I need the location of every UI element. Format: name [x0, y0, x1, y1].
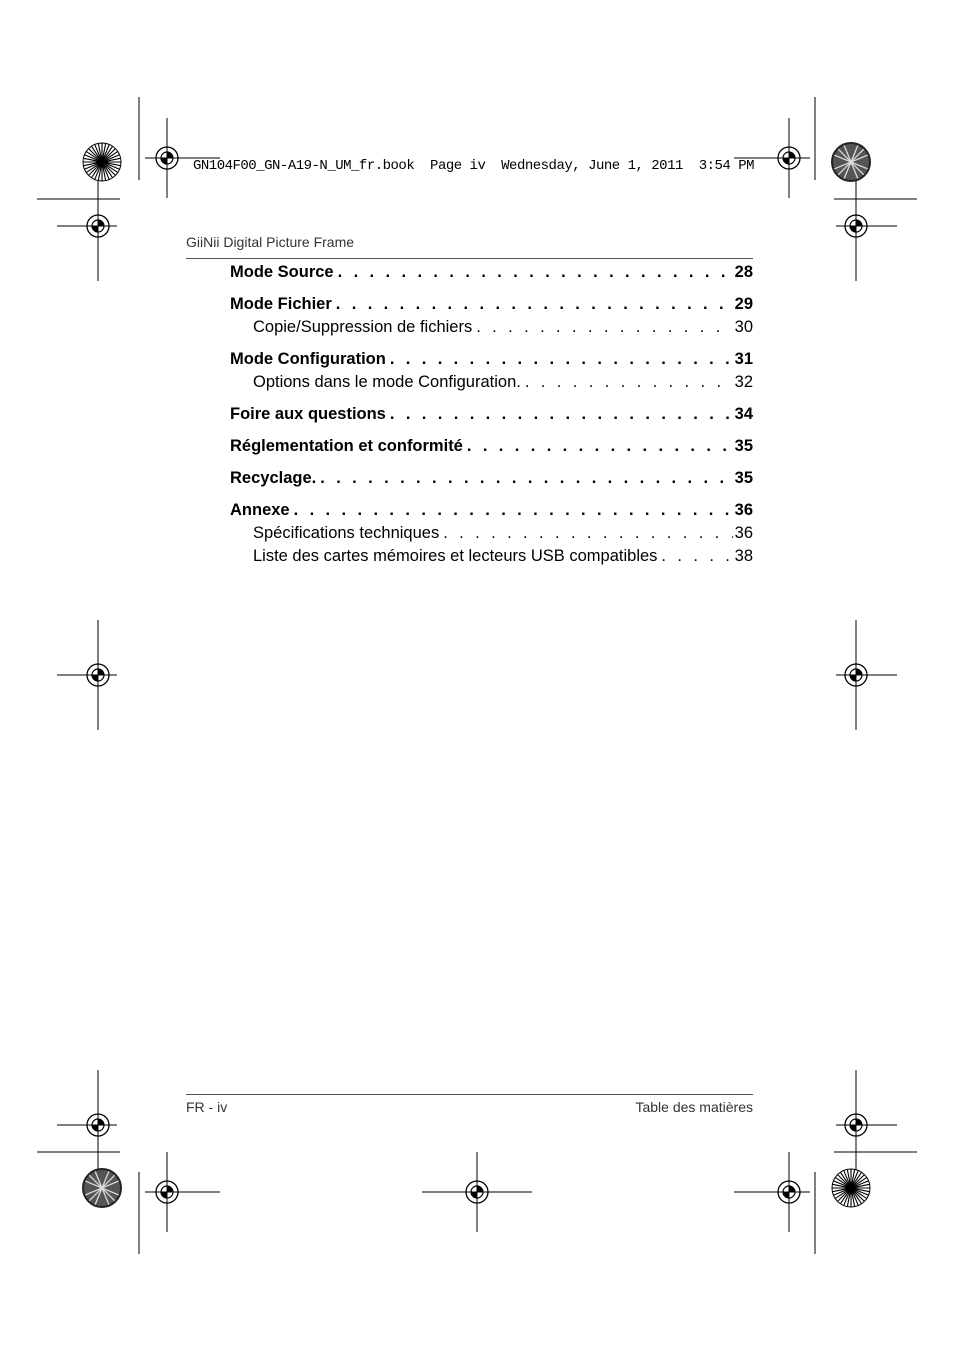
toc-dot-leader — [336, 295, 733, 314]
toc-entry[interactable] — [230, 547, 753, 570]
toc-entry-page: 31 — [734, 350, 753, 368]
toc-dot-leader — [467, 437, 733, 456]
toc-entry[interactable] — [230, 501, 753, 524]
toc-entry[interactable] — [230, 373, 753, 396]
toc-entry-page: 29 — [734, 295, 753, 313]
toc-dot-leader — [320, 469, 732, 488]
toc-dot-leader — [338, 263, 733, 282]
toc-dot-leader — [390, 405, 733, 424]
toc-entry-title: Spécifications techniques — [253, 524, 440, 542]
toc-entry-title: Mode Source — [230, 263, 334, 281]
toc-entry-title: Recyclage. — [230, 469, 317, 487]
toc-entry-page: 34 — [734, 405, 753, 423]
running-header: GiiNii Digital Picture Frame — [186, 234, 355, 250]
toc-entry[interactable] — [230, 524, 753, 547]
toc-entry-page: 35 — [734, 469, 753, 487]
toc-dot-leader — [443, 524, 732, 543]
toc-entry-page: 32 — [734, 373, 753, 391]
toc-entry-title: Options dans le mode Configuration. — [253, 373, 521, 391]
toc-entry-title: Mode Fichier — [230, 295, 332, 313]
toc-entry-page: 36 — [734, 501, 753, 519]
toc-entry-title: Copie/Suppression de fichiers — [253, 318, 473, 336]
toc-dot-leader — [390, 350, 733, 369]
toc-entry-title: Annexe — [230, 501, 290, 519]
toc-dot-leader — [525, 373, 733, 392]
toc-entry[interactable] — [230, 350, 753, 373]
print-slug: GN104F00_GN-A19-N_UM_fr.book Page iv Wednesday, June 1, 2011 3:54 PM — [193, 158, 754, 174]
toc-dot-leader — [476, 318, 732, 337]
toc-entry-page: 38 — [734, 547, 753, 565]
toc-entry-page: 36 — [734, 524, 753, 542]
toc-entry-title: Réglementation et conformité — [230, 437, 463, 455]
toc-entry-title: Mode Configuration — [230, 350, 386, 368]
toc-entry-title: Foire aux questions — [230, 405, 386, 423]
toc-entry[interactable] — [230, 405, 753, 428]
toc-entry[interactable] — [230, 437, 753, 460]
toc-entry[interactable] — [230, 295, 753, 318]
toc-entry[interactable] — [230, 318, 753, 341]
table-of-contents — [230, 263, 753, 570]
toc-entry-page: 30 — [734, 318, 753, 336]
toc-dot-leader — [661, 547, 732, 566]
footer-page-label: FR - iv — [186, 1099, 228, 1115]
toc-entry[interactable] — [230, 263, 753, 286]
toc-entry-page: 28 — [734, 263, 753, 281]
footer-rule — [186, 1094, 753, 1095]
toc-entry-page: 35 — [734, 437, 753, 455]
toc-entry-title: Liste des cartes mémoires et lecteurs USB compatibles — [253, 547, 658, 565]
footer-section-title: Table des matières — [635, 1099, 753, 1115]
toc-dot-leader — [294, 501, 733, 520]
header-rule — [186, 258, 753, 259]
toc-entry[interactable] — [230, 469, 753, 492]
